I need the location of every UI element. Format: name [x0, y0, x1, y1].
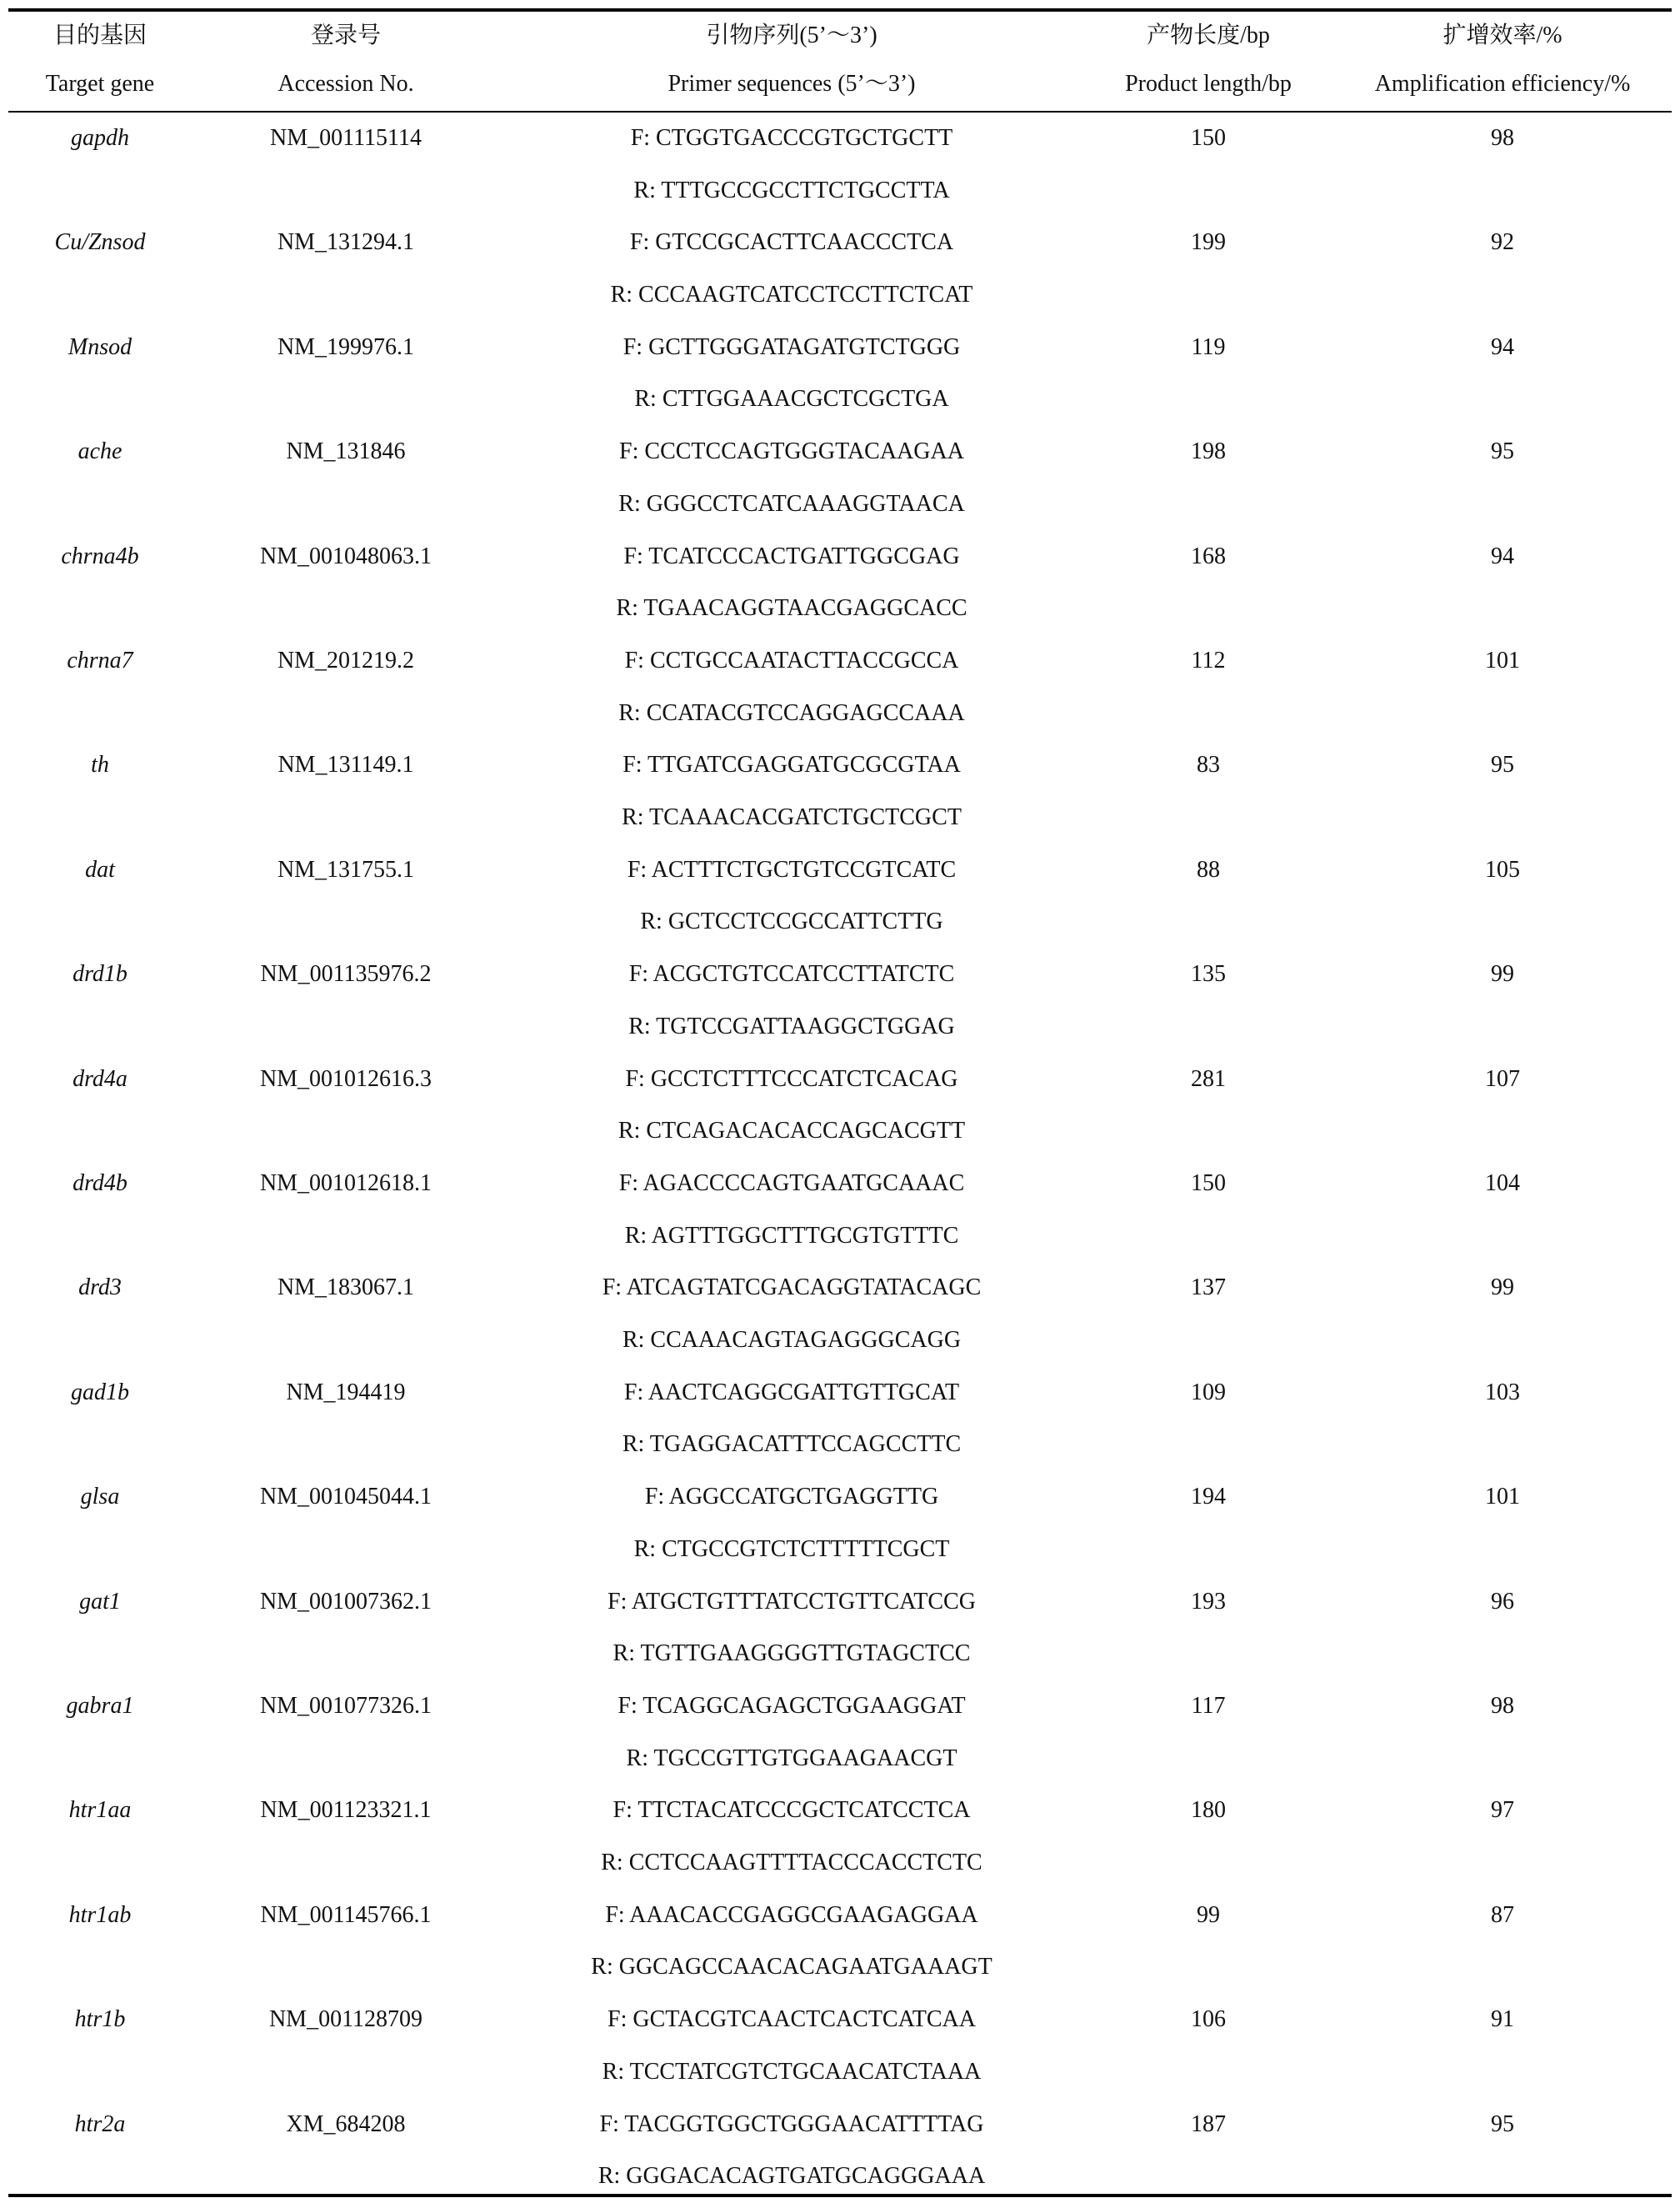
table-row — [0, 113, 1680, 217]
gene-name: ache — [78, 438, 122, 465]
gene-name: th — [91, 752, 109, 779]
accession-number: NM_199976.1 — [277, 333, 415, 360]
amplification-efficiency: 105 — [1485, 856, 1520, 883]
forward-primer: F: ACGCTGTCCATCCTTATCTC — [628, 961, 955, 988]
gene-name: chrna7 — [67, 648, 133, 673]
product-length: 106 — [1191, 2006, 1226, 2033]
header-accession — [212, 15, 479, 105]
table-row — [0, 1890, 1680, 1994]
accession-number: NM_131294.1 — [277, 229, 415, 256]
reverse-primer: R: CCAAACAGTAGAGGGCAGG — [622, 1327, 962, 1354]
forward-primer: F: ATGCTGTTTATCCTGTTCATCCG — [608, 1588, 976, 1615]
reverse-primer: R: CTGCCGTCTCTTTTTCGCT — [633, 1535, 950, 1562]
amplification-efficiency: 98 — [1491, 125, 1514, 151]
table-bottom-rule — [8, 2194, 1672, 2197]
reverse-primer: R: CTTGGAAACGCTCGCTGA — [634, 386, 949, 413]
reverse-primer: R: GGGCCTCATCAAAGGTAACA — [618, 490, 965, 517]
forward-primer: F: ATCAGTATCGACAGGTATACAGC — [602, 1274, 982, 1301]
table-row — [0, 739, 1680, 844]
product-length: 99 — [1197, 1901, 1220, 1928]
forward-primer: F: TTCTACATCCCGCTCATCCTCA — [612, 1797, 971, 1824]
product-length: 194 — [1191, 1484, 1226, 1510]
header-length-cn: 产物长度/bp — [1147, 23, 1270, 48]
table-row — [0, 1054, 1680, 1158]
reverse-primer: R: CTCAGACACACCAGCACGTT — [618, 1118, 966, 1144]
reverse-primer: R: TGCCGTTGTGGAAGAACGT — [626, 1745, 958, 1771]
header-product-length — [1083, 15, 1333, 105]
header-amplification-efficiency — [1333, 15, 1672, 105]
amplification-efficiency: 95 — [1491, 752, 1514, 779]
forward-primer: F: GCTACGTCAACTCACTCATCAA — [608, 2006, 976, 2033]
forward-primer: F: AACTCAGGCGATTGTTGCAT — [623, 1379, 960, 1405]
header-primer-sequences — [508, 15, 1075, 105]
reverse-primer: R: GGGACACAGTGATGCAGGGAAA — [598, 2163, 986, 2190]
table-row — [0, 1367, 1680, 1471]
table-row — [0, 635, 1680, 739]
reverse-primer: R: GGCAGCCAACACAGAATGAAAGT — [591, 1954, 992, 1980]
amplification-efficiency: 96 — [1491, 1588, 1514, 1615]
gene-name: drd4a — [72, 1065, 128, 1092]
amplification-efficiency: 104 — [1485, 1170, 1520, 1196]
amplification-efficiency: 98 — [1491, 1693, 1514, 1719]
product-length: 117 — [1191, 1693, 1226, 1719]
amplification-efficiency: 99 — [1491, 961, 1514, 988]
forward-primer: F: AGACCCCAGTGAATGCAAAC — [618, 1170, 965, 1196]
forward-primer: F: CTGGTGACCCGTGCTGCTT — [630, 125, 953, 151]
header-length-en: Product length/bp — [1125, 71, 1292, 97]
table-row — [0, 2099, 1680, 2203]
accession-number: NM_131149.1 — [278, 752, 414, 779]
gene-name: chrna4b — [61, 543, 139, 569]
header-primer-en: Primer sequences (5’～3’) — [668, 71, 916, 97]
accession-number: NM_001123321.1 — [260, 1797, 432, 1824]
reverse-primer: R: GCTCCTCCGCCATTCTTG — [640, 909, 943, 935]
reverse-primer: R: AGTTTGGCTTTGCGTGTTTC — [624, 1222, 959, 1249]
accession-number: NM_001128709 — [268, 2006, 423, 2033]
amplification-efficiency: 101 — [1485, 1484, 1520, 1510]
table-row — [0, 322, 1680, 426]
reverse-primer: R: CCCAAGTCATCCTCCTTCTCAT — [610, 282, 973, 308]
product-length: 109 — [1191, 1379, 1226, 1405]
accession-number: NM_001145766.1 — [260, 1901, 432, 1928]
forward-primer: F: CCTGCCAATACTTACCGCCA — [624, 648, 959, 673]
accession-number: NM_131846 — [286, 438, 406, 465]
header-accession-en: Accession No. — [278, 71, 414, 97]
forward-primer: F: TCAGGCAGAGCTGGAAGGAT — [618, 1693, 966, 1719]
accession-number: XM_684208 — [286, 2110, 406, 2137]
header-efficiency-en: Amplification efficiency/% — [1374, 71, 1631, 97]
reverse-primer: R: CCATACGTCCAGGAGCCAAA — [618, 699, 965, 726]
forward-primer: F: ACTTTCTGCTGTCCGTCATC — [627, 856, 957, 883]
amplification-efficiency: 87 — [1491, 1901, 1514, 1928]
product-length: 112 — [1191, 648, 1226, 673]
accession-number: NM_201219.2 — [277, 648, 415, 673]
reverse-primer: R: TCAAACACGATCTGCTCGCT — [622, 804, 962, 831]
accession-number: NM_131755.1 — [277, 856, 415, 883]
product-length: 199 — [1191, 229, 1226, 256]
forward-primer: F: GCCTCTTTCCCATCTCACAG — [625, 1065, 958, 1092]
forward-primer: F: TACGGTGGCTGGGAACATTTTAG — [599, 2110, 984, 2137]
table-row — [0, 844, 1680, 949]
header-target-gene-en: Target gene — [45, 71, 155, 97]
amplification-efficiency: 99 — [1491, 1274, 1514, 1301]
amplification-efficiency: 107 — [1485, 1065, 1520, 1092]
accession-number: NM_183067.1 — [277, 1274, 415, 1301]
forward-primer: F: TTGATCGAGGATGCGCGTAA — [622, 752, 961, 779]
product-length: 187 — [1191, 2110, 1226, 2137]
gene-name: dat — [85, 856, 115, 883]
amplification-efficiency: 101 — [1485, 648, 1520, 673]
reverse-primer: R: TGAACAGGTAACGAGGCACC — [616, 595, 968, 622]
gene-name: gad1b — [71, 1379, 129, 1405]
header-efficiency-cn: 扩增效率/% — [1442, 23, 1562, 48]
reverse-primer: R: TCCTATCGTCTGCAACATCTAAA — [602, 2058, 982, 2085]
forward-primer: F: CCCTCCAGTGGGTACAAGAA — [619, 438, 964, 465]
header-target-gene-cn: 目的基因 — [52, 23, 147, 48]
gene-name: gapdh — [71, 125, 129, 151]
accession-number: NM_194419 — [286, 1379, 406, 1405]
gene-name: htr1ab — [68, 1901, 132, 1928]
product-length: 83 — [1197, 752, 1220, 779]
product-length: 150 — [1191, 125, 1226, 151]
gene-name: htr1aa — [68, 1797, 132, 1824]
gene-name: gabra1 — [66, 1693, 134, 1719]
accession-number: NM_001007362.1 — [259, 1588, 432, 1615]
amplification-efficiency: 92 — [1491, 229, 1514, 256]
product-length: 137 — [1191, 1274, 1226, 1301]
forward-primer: F: AGGCCATGCTGAGGTTG — [644, 1484, 939, 1510]
reverse-primer: R: TGTTGAAGGGGTTGTAGCTCC — [612, 1640, 971, 1667]
amplification-efficiency: 97 — [1491, 1797, 1514, 1824]
table-row — [0, 949, 1680, 1053]
reverse-primer: R: TGAGGACATTTCCAGCCTTC — [622, 1431, 962, 1458]
gene-name: Cu/Znsod — [54, 229, 146, 256]
table-row — [0, 1576, 1680, 1680]
product-length: 168 — [1191, 543, 1226, 569]
table-row — [0, 1680, 1680, 1785]
product-length: 198 — [1191, 438, 1226, 465]
gene-name: drd1b — [72, 961, 128, 988]
header-accession-cn: 登录号 — [310, 23, 381, 48]
table-row — [0, 217, 1680, 321]
header-primer-cn: 引物序列(5’～3’) — [706, 23, 878, 48]
product-length: 193 — [1191, 1588, 1226, 1615]
product-length: 180 — [1191, 1797, 1226, 1824]
gene-name: drd4b — [72, 1170, 128, 1196]
gene-name: gat1 — [79, 1588, 121, 1615]
gene-name: drd3 — [78, 1274, 122, 1301]
table-top-rule — [8, 8, 1672, 12]
table-row — [0, 1158, 1680, 1262]
amplification-efficiency: 94 — [1491, 333, 1514, 360]
table-row — [0, 1994, 1680, 2098]
table-row — [0, 1262, 1680, 1366]
gene-name: htr2a — [74, 2110, 126, 2137]
product-length: 150 — [1191, 1170, 1226, 1196]
accession-number: NM_001048063.1 — [259, 543, 432, 569]
accession-number: NM_001115114 — [270, 125, 422, 151]
table-row — [0, 426, 1680, 530]
table-row — [0, 1471, 1680, 1575]
accession-number: NM_001045044.1 — [259, 1484, 432, 1510]
amplification-efficiency: 95 — [1491, 438, 1514, 465]
forward-primer: F: AAACACCGAGGCGAAGAGGAA — [605, 1901, 978, 1928]
forward-primer: F: TCATCCCACTGATTGGCGAG — [623, 543, 960, 569]
amplification-efficiency: 103 — [1485, 1379, 1520, 1405]
product-length: 281 — [1191, 1065, 1226, 1092]
header-target-gene — [8, 15, 192, 105]
table-row — [0, 1785, 1680, 1889]
gene-name: Mnsod — [68, 333, 132, 360]
reverse-primer: R: TTTGCCGCCTTCTGCCTTA — [633, 177, 950, 203]
amplification-efficiency: 94 — [1491, 543, 1514, 569]
accession-number: NM_001077326.1 — [259, 1693, 432, 1719]
forward-primer: F: GTCCGCACTTCAACCCTCA — [629, 229, 954, 256]
reverse-primer: R: TGTCCGATTAAGGCTGGAG — [628, 1013, 955, 1039]
accession-number: NM_001012618.1 — [259, 1170, 432, 1196]
accession-number: NM_001135976.2 — [260, 961, 432, 988]
product-length: 88 — [1197, 856, 1220, 883]
table-row — [0, 531, 1680, 635]
gene-name: htr1b — [74, 2006, 126, 2033]
reverse-primer: R: CCTCCAAGTTTTACCCACCTCTC — [601, 1850, 982, 1876]
product-length: 119 — [1191, 333, 1226, 360]
forward-primer: F: GCTTGGGATAGATGTCTGGG — [622, 333, 961, 360]
amplification-efficiency: 95 — [1491, 2110, 1514, 2137]
accession-number: NM_001012616.3 — [259, 1065, 432, 1092]
gene-name: glsa — [80, 1484, 120, 1510]
product-length: 135 — [1191, 961, 1226, 988]
amplification-efficiency: 91 — [1491, 2006, 1514, 2033]
